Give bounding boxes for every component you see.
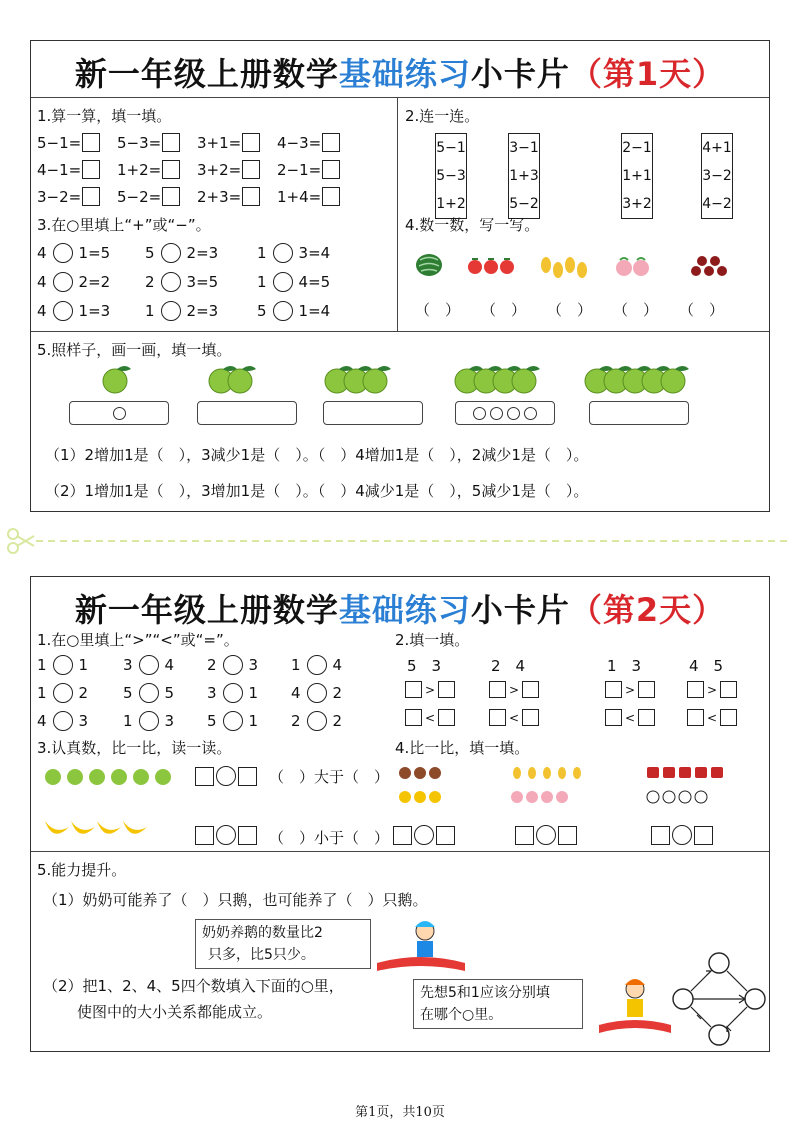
compare-item — [291, 711, 342, 731]
peach-icon — [511, 791, 568, 803]
operand: 5 — [123, 684, 133, 702]
answer-circle[interactable] — [307, 711, 327, 731]
fill-question: （2）1增加1是（ ），3增加1是（ ）。（ ）4减少1是（ ），5减少1是（ ）。 — [45, 482, 589, 500]
answer-box[interactable] — [238, 767, 257, 786]
card-title — [31, 49, 769, 95]
compare-item — [37, 655, 88, 675]
day1-card — [30, 40, 770, 512]
answer-box[interactable] — [162, 133, 180, 152]
operator-item — [145, 243, 218, 263]
operator-item — [257, 301, 330, 321]
title-main: 新一年级上册数学 — [74, 591, 339, 629]
answer-box[interactable] — [558, 826, 577, 845]
operand: 1=4 — [298, 302, 331, 320]
answer-circle[interactable] — [161, 301, 181, 321]
drawing-box[interactable] — [197, 401, 297, 425]
answer-box[interactable] — [605, 681, 622, 698]
answer-box[interactable] — [82, 160, 100, 179]
pear-icon — [541, 257, 587, 278]
answer-circle[interactable] — [223, 711, 243, 731]
operand: 1 — [257, 273, 267, 291]
answer-circle[interactable] — [307, 683, 327, 703]
question-1: （1）奶奶可能养了（ ）只鹅，也可能养了（ ）只鹅。 — [43, 891, 428, 909]
hint-bubble — [413, 979, 583, 1029]
operand: 3=5 — [186, 273, 219, 291]
watermelon-icon — [416, 254, 442, 276]
sign: > — [425, 682, 436, 697]
compare-boxes — [651, 825, 713, 845]
answer-box[interactable] — [405, 681, 422, 698]
answer-circle[interactable] — [307, 655, 327, 675]
operand: 1 — [37, 684, 47, 702]
section-title: 5.照样子，画一画，填一填。 — [37, 341, 232, 359]
operator-item — [257, 243, 330, 263]
sign-fill — [405, 709, 455, 726]
relation-circle[interactable] — [709, 953, 729, 973]
number-pair: 1 3 — [607, 657, 642, 675]
compare-item — [37, 711, 88, 731]
compare-boxes — [393, 825, 455, 845]
answer-box[interactable] — [438, 681, 455, 698]
answer-paren[interactable]: （ ） — [613, 301, 659, 319]
operator-item — [145, 272, 218, 292]
apple-icon — [455, 366, 540, 393]
sign-fill — [405, 681, 455, 698]
hint-line: 只多，比5只少。 — [208, 947, 315, 963]
calc-expr: 2+3= — [197, 187, 242, 206]
operand: 4 — [332, 656, 343, 674]
section-title: 3.在○里填上“+”或“−”。 — [37, 216, 211, 234]
answer-circle[interactable] — [216, 766, 236, 786]
operand: 2 — [207, 656, 217, 674]
chick-icon — [399, 791, 441, 803]
answer-circle[interactable] — [161, 272, 181, 292]
sign-fill — [687, 681, 737, 698]
calc-item — [37, 160, 100, 179]
answer-circle[interactable] — [139, 655, 159, 675]
number-pair: 5 3 — [407, 657, 442, 675]
answer-box[interactable] — [438, 709, 455, 726]
operand: 5 — [164, 684, 175, 702]
bigger-text: （ ）大于（ ） — [269, 768, 390, 786]
link-column — [701, 133, 733, 219]
title-day: （第2天） — [569, 591, 726, 629]
banana-row — [41, 813, 161, 843]
link-expr[interactable]: 1+3 — [509, 168, 539, 184]
compare-item — [123, 683, 174, 703]
answer-box[interactable] — [687, 709, 704, 726]
divider — [397, 97, 398, 332]
answer-circle[interactable] — [414, 825, 434, 845]
answer-box[interactable] — [436, 826, 455, 845]
operand: 2 — [145, 273, 155, 291]
operand: 4 — [37, 712, 47, 730]
question-2: （2）把1、2、4、5四个数填入下面的○里， — [43, 977, 344, 995]
answer-circle[interactable] — [223, 655, 243, 675]
calc-expr: 4−3= — [277, 133, 322, 152]
compare-item — [291, 655, 342, 675]
operand: 1 — [123, 712, 133, 730]
section-title: 4.比一比，填一填。 — [395, 739, 530, 757]
answer-paren[interactable]: （ ） — [415, 301, 461, 319]
answer-circle[interactable] — [139, 711, 159, 731]
answer-box[interactable] — [522, 681, 539, 698]
section-title: 4.数一数，写一写。 — [405, 216, 540, 234]
answer-box[interactable] — [720, 709, 737, 726]
answer-box[interactable] — [687, 681, 704, 698]
answer-circle[interactable] — [273, 243, 293, 263]
operator-item — [145, 301, 218, 321]
link-expr[interactable]: 3+2 — [622, 196, 652, 212]
link-column — [435, 133, 467, 219]
answer-box[interactable] — [651, 826, 670, 845]
compare-pictures — [395, 763, 735, 809]
sign-fill — [605, 709, 655, 726]
answer-circle[interactable] — [139, 683, 159, 703]
operand: 1 — [291, 656, 301, 674]
child-reading-icon — [371, 915, 471, 975]
operand: 4 — [37, 244, 47, 262]
answer-box[interactable] — [694, 826, 713, 845]
answer-box[interactable] — [393, 826, 412, 845]
answer-box[interactable] — [322, 187, 340, 206]
operand: 2 — [78, 684, 89, 702]
link-expr[interactable]: 2−1 — [622, 140, 652, 156]
operator-item — [37, 301, 110, 321]
drawn-circle — [113, 407, 126, 420]
answer-paren[interactable]: （ ） — [547, 301, 593, 319]
operand: 1 — [248, 712, 259, 730]
hint-line: 奶奶养鹅的数量比2 — [202, 925, 323, 941]
page-footer: 第1页，共10页 — [355, 1105, 445, 1120]
day2-card — [30, 576, 770, 1052]
panda-icon — [647, 791, 707, 803]
answer-box[interactable] — [322, 160, 340, 179]
answer-circle[interactable] — [53, 243, 73, 263]
compare-boxes — [515, 825, 577, 845]
operand: 1 — [145, 302, 155, 320]
calc-item — [37, 187, 100, 206]
compare-item — [123, 711, 174, 731]
child-reading-icon — [595, 971, 675, 1037]
apple-row — [31, 361, 771, 399]
operand: 2 — [291, 712, 301, 730]
operand: 4 — [164, 656, 175, 674]
sign: > — [509, 682, 520, 697]
link-column — [508, 133, 540, 219]
question-2: 使图中的大小关系都能成立。 — [77, 1003, 273, 1021]
calc-expr: 5−3= — [117, 133, 162, 152]
answer-box[interactable] — [720, 681, 737, 698]
banana-icon — [45, 821, 147, 834]
calc-expr: 1+4= — [277, 187, 322, 206]
section-title: 2.连一连。 — [405, 107, 480, 125]
operand: 4=5 — [298, 273, 331, 291]
sign: > — [625, 682, 636, 697]
title-blue: 基础练习 — [338, 591, 471, 629]
apple-icon — [45, 769, 171, 785]
answer-circle[interactable] — [53, 655, 73, 675]
smaller-text: （ ）小于（ ） — [269, 829, 390, 847]
calc-item — [197, 187, 260, 206]
fruit-row — [411, 243, 761, 283]
calc-item — [117, 133, 180, 152]
hint-line: 先想5和1应该分别填 — [420, 985, 550, 1001]
operand: 3 — [164, 712, 175, 730]
operator-item — [257, 272, 330, 292]
compare-boxes — [195, 825, 257, 845]
drawn-circle — [473, 407, 486, 420]
divider — [31, 331, 769, 332]
operand: 4 — [291, 684, 301, 702]
link-expr[interactable]: 3−1 — [509, 140, 539, 156]
operator-item — [37, 243, 110, 263]
operand: 2 — [332, 712, 343, 730]
operand: 1=3 — [78, 302, 111, 320]
title-main: 新一年级上册数学 — [74, 55, 339, 93]
calc-expr: 3−2= — [37, 187, 82, 206]
answer-box[interactable] — [638, 681, 655, 698]
answer-box[interactable] — [238, 826, 257, 845]
link-expr[interactable]: 5−3 — [436, 168, 466, 184]
operand: 1 — [78, 656, 89, 674]
scissors-icon — [8, 529, 34, 553]
compare-item — [37, 683, 88, 703]
link-expr[interactable]: 5−1 — [436, 140, 466, 156]
calc-expr: 1+2= — [117, 160, 162, 179]
calc-item — [277, 160, 340, 179]
operand: 5 — [145, 244, 155, 262]
sign-fill — [489, 681, 539, 698]
apple-icon — [585, 366, 689, 393]
answer-circle[interactable] — [161, 243, 181, 263]
operand: 4 — [37, 273, 47, 291]
sign: < — [707, 710, 718, 725]
hint-line: 在哪个○里。 — [420, 1007, 503, 1023]
link-expr[interactable]: 4+1 — [702, 140, 732, 156]
answer-box[interactable] — [489, 709, 506, 726]
answer-box[interactable] — [242, 187, 260, 206]
drawing-box[interactable] — [69, 401, 169, 425]
divider — [31, 97, 769, 98]
number-pair: 4 5 — [689, 657, 724, 675]
compare-item — [207, 683, 258, 703]
link-expr[interactable]: 4−2 — [702, 196, 732, 212]
sign: < — [509, 710, 520, 725]
drawing-box[interactable] — [455, 401, 555, 425]
answer-box[interactable] — [489, 681, 506, 698]
cut-line — [0, 522, 800, 556]
compare-item — [207, 655, 258, 675]
link-expr[interactable]: 5−2 — [509, 196, 539, 212]
answer-box[interactable] — [162, 187, 180, 206]
operand: 3 — [123, 656, 133, 674]
answer-circle[interactable] — [53, 301, 73, 321]
calc-expr: 3+1= — [197, 133, 242, 152]
answer-paren[interactable]: （ ） — [679, 301, 725, 319]
operand: 5 — [257, 302, 267, 320]
answer-circle[interactable] — [216, 825, 236, 845]
answer-circle[interactable] — [223, 683, 243, 703]
fill-question: （1）2增加1是（ ），3减少1是（ ）。（ ）4增加1是（ ），2减少1是（ ）。 — [45, 446, 589, 464]
number-pair: 2 4 — [491, 657, 526, 675]
apple-icon — [103, 366, 131, 393]
calc-expr: 5−2= — [117, 187, 162, 206]
peach-icon — [616, 258, 649, 276]
pear-icon — [513, 767, 581, 779]
title-day: （第1天） — [569, 55, 726, 93]
answer-circle[interactable] — [273, 272, 293, 292]
title-blue: 基础练习 — [338, 55, 471, 93]
answer-circle[interactable] — [53, 272, 73, 292]
calc-item — [117, 187, 180, 206]
compare-item — [123, 655, 174, 675]
answer-box[interactable] — [195, 826, 214, 845]
card-title — [31, 585, 769, 631]
section-title: 1.在○里填上“>”“<”或“=”。 — [37, 631, 239, 649]
answer-box[interactable] — [242, 160, 260, 179]
calc-item — [277, 187, 340, 206]
relation-circle[interactable] — [673, 989, 693, 1009]
operand: 3 — [207, 684, 217, 702]
answer-box[interactable] — [82, 187, 100, 206]
relation-circle[interactable] — [745, 989, 765, 1009]
calc-expr: 5−1= — [37, 133, 82, 152]
calc-expr: 4−1= — [37, 160, 82, 179]
link-expr[interactable]: 1+2 — [436, 196, 466, 212]
drawn-circle — [507, 407, 520, 420]
answer-paren[interactable]: （ ） — [481, 301, 527, 319]
divider — [31, 851, 769, 852]
answer-circle[interactable] — [273, 301, 293, 321]
hint-bubble — [195, 919, 371, 969]
answer-box[interactable] — [605, 709, 622, 726]
calc-item — [37, 133, 100, 152]
answer-box[interactable] — [195, 767, 214, 786]
answer-box[interactable] — [82, 133, 100, 152]
tomato-icon — [468, 259, 514, 274]
relation-diagram — [671, 951, 767, 1047]
link-expr[interactable]: 1+1 — [622, 168, 652, 184]
owl-icon — [399, 767, 441, 779]
operator-item — [37, 272, 110, 292]
link-expr[interactable]: 3−2 — [702, 168, 732, 184]
operand: 2 — [332, 684, 343, 702]
operand: 2=3 — [186, 244, 219, 262]
operand: 3=4 — [298, 244, 331, 262]
drawn-circle — [524, 407, 537, 420]
calc-item — [197, 160, 260, 179]
operand: 2=3 — [186, 302, 219, 320]
cherry-icon — [691, 256, 727, 276]
apple-icon — [209, 366, 256, 393]
answer-box[interactable] — [515, 826, 534, 845]
section-title: 2.填一填。 — [395, 631, 470, 649]
answer-box[interactable] — [405, 709, 422, 726]
sign-fill — [605, 681, 655, 698]
sign: > — [707, 682, 718, 697]
answer-box[interactable] — [242, 133, 260, 152]
drawn-circle — [490, 407, 503, 420]
sign: < — [625, 710, 636, 725]
operand: 5 — [207, 712, 217, 730]
answer-box[interactable] — [522, 709, 539, 726]
answer-box[interactable] — [322, 133, 340, 152]
apple-row — [41, 767, 191, 787]
answer-circle[interactable] — [53, 711, 73, 731]
answer-circle[interactable] — [672, 825, 692, 845]
compare-boxes — [195, 766, 257, 786]
answer-circle[interactable] — [53, 683, 73, 703]
compare-item — [291, 683, 342, 703]
operand: 1 — [257, 244, 267, 262]
answer-box[interactable] — [162, 160, 180, 179]
sign: < — [425, 710, 436, 725]
calc-item — [277, 133, 340, 152]
sign-fill — [489, 709, 539, 726]
operand: 4 — [37, 302, 47, 320]
calc-item — [197, 133, 260, 152]
drawing-box[interactable] — [589, 401, 689, 425]
apple-icon — [325, 366, 391, 393]
operand: 3 — [248, 656, 259, 674]
section-title: 3.认真数，比一比，读一读。 — [37, 739, 232, 757]
operand: 1=5 — [78, 244, 111, 262]
operand: 1 — [37, 656, 47, 674]
section-title: 5.能力提升。 — [37, 861, 127, 879]
operand: 3 — [78, 712, 89, 730]
title-mid: 小卡片 — [470, 591, 570, 629]
link-column — [621, 133, 653, 219]
relation-circle[interactable] — [709, 1025, 729, 1045]
drawing-box[interactable] — [323, 401, 423, 425]
section-title: 1.算一算，填一填。 — [37, 107, 172, 125]
answer-box[interactable] — [638, 709, 655, 726]
title-mid: 小卡片 — [470, 55, 570, 93]
answer-circle[interactable] — [536, 825, 556, 845]
compare-item — [207, 711, 258, 731]
operand: 2=2 — [78, 273, 111, 291]
operand: 1 — [248, 684, 259, 702]
calc-expr: 3+2= — [197, 160, 242, 179]
calc-expr: 2−1= — [277, 160, 322, 179]
sign-fill — [687, 709, 737, 726]
bag-icon — [647, 767, 723, 778]
calc-item — [117, 160, 180, 179]
